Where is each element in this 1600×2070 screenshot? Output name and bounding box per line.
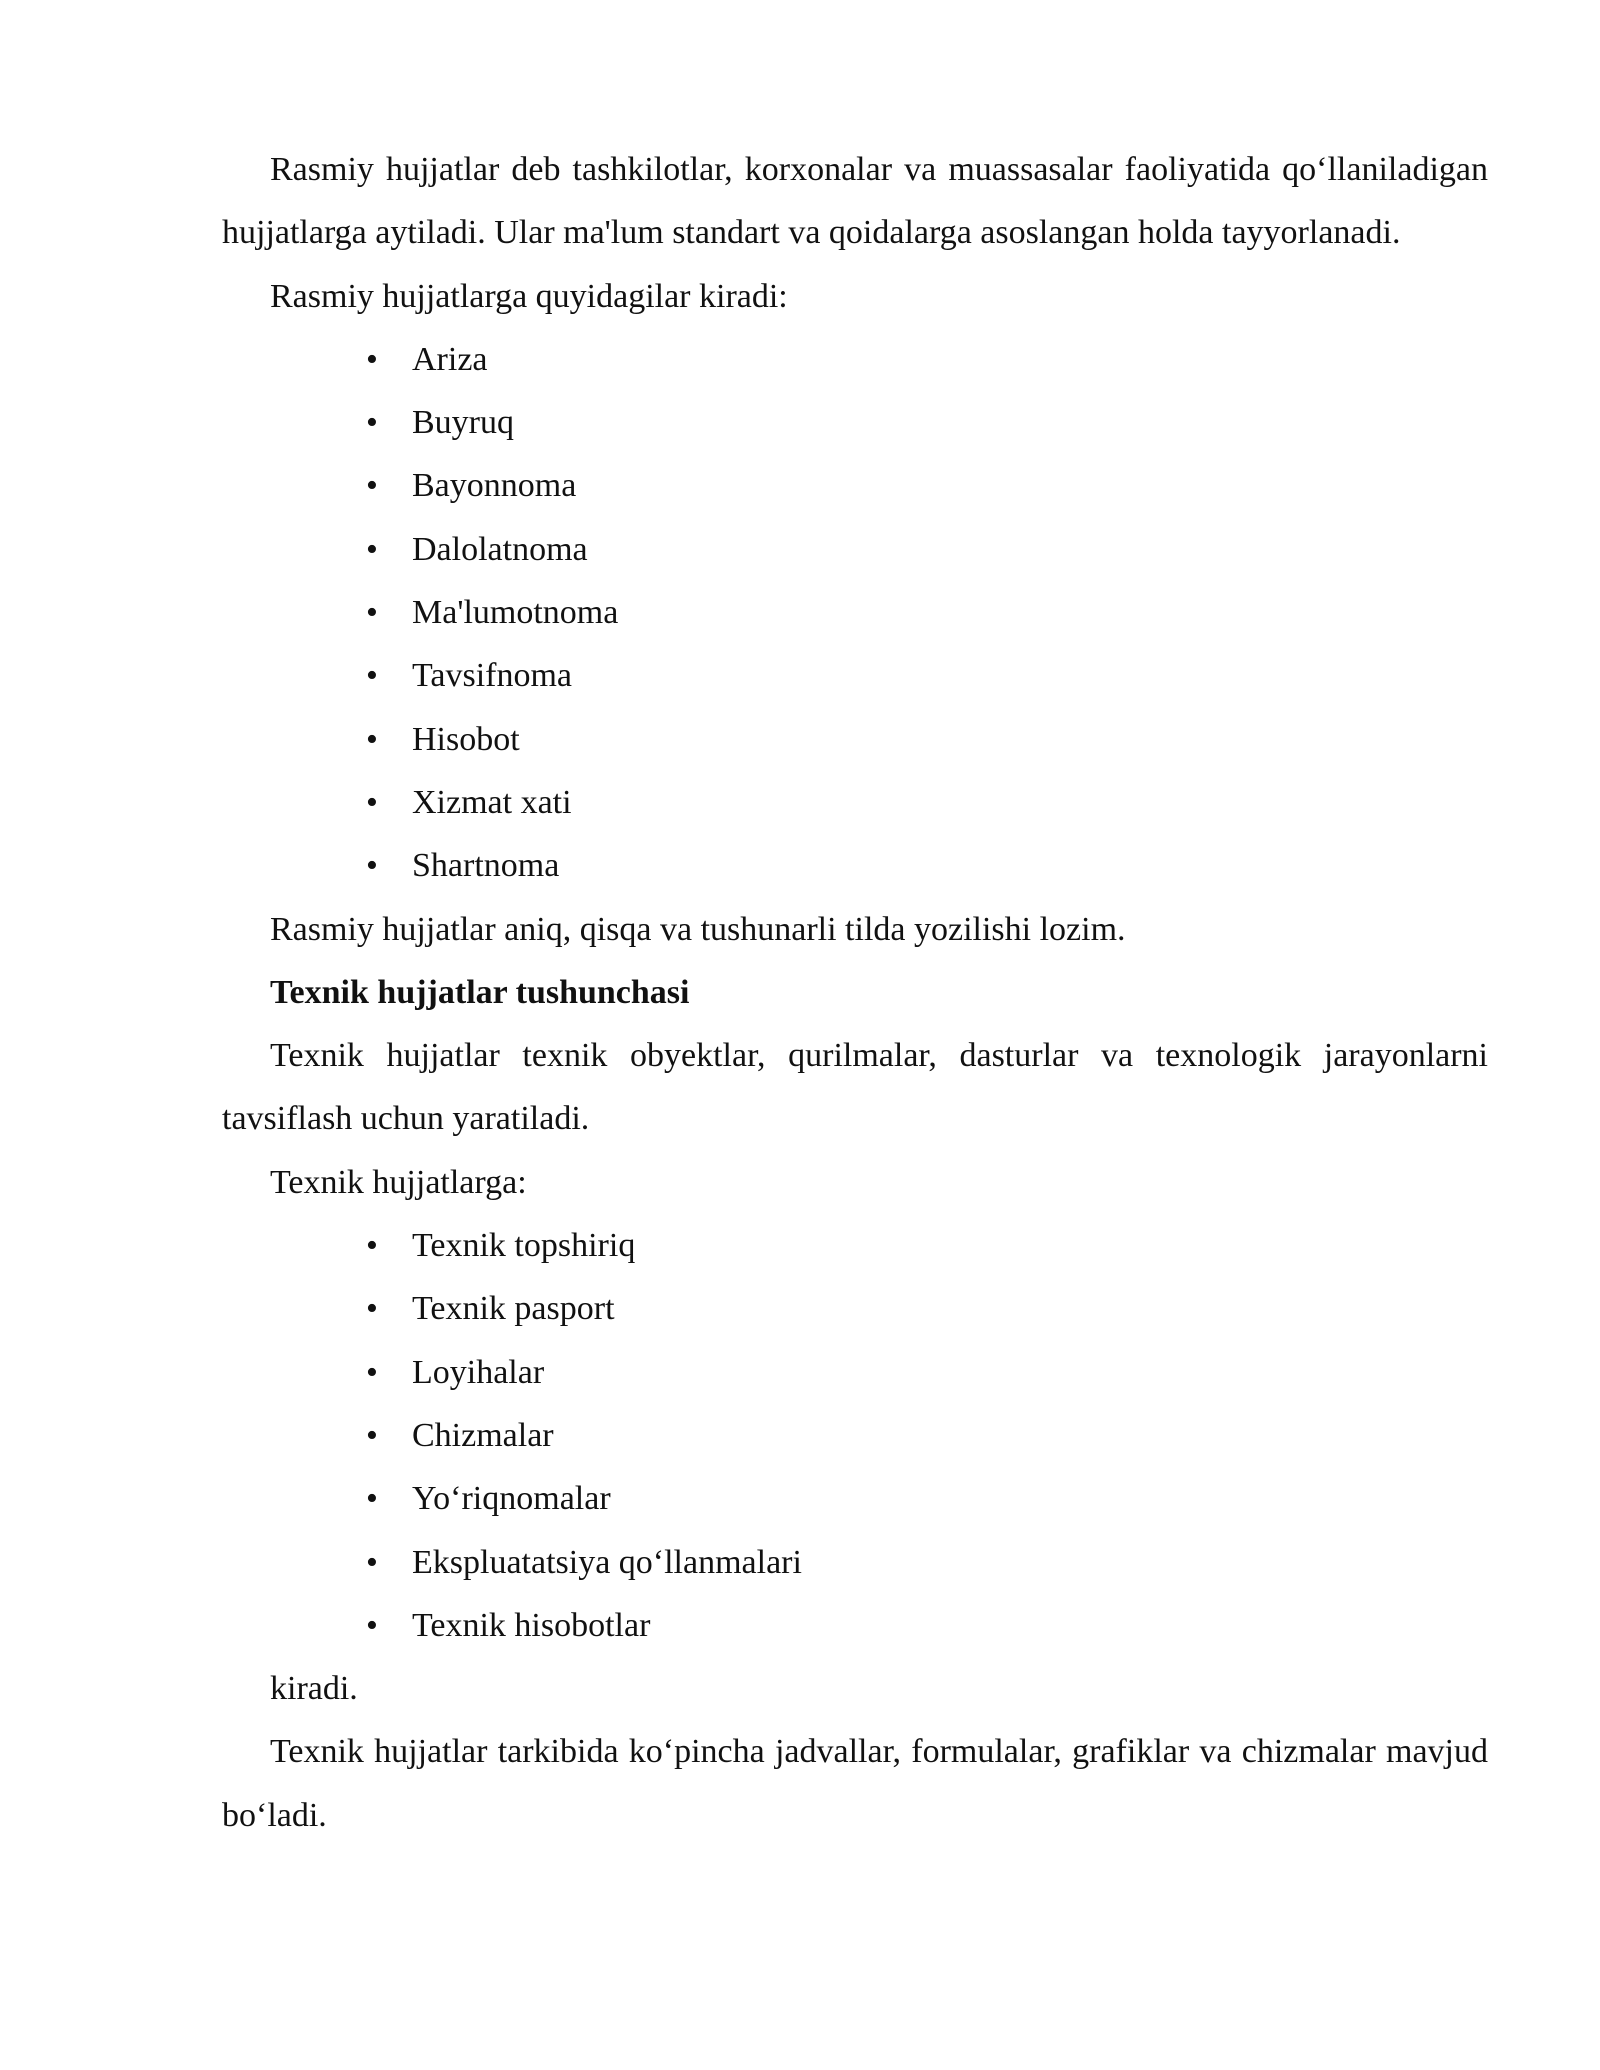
list-item-label: Chizmalar — [412, 1416, 554, 1454]
list-item-label: Yo‘riqnomalar — [412, 1480, 611, 1518]
bullet-icon: • — [366, 847, 378, 885]
list-item — [222, 391, 1488, 454]
list-item — [222, 834, 1488, 897]
bullet-icon: • — [366, 530, 378, 568]
bullet-icon: • — [366, 1480, 378, 1518]
list-item-label: Bayonnoma — [412, 467, 577, 505]
list-item-label: Texnik topshiriq — [412, 1227, 636, 1265]
list-item — [222, 1341, 1488, 1404]
list-item — [222, 771, 1488, 834]
bullet-icon: • — [366, 404, 378, 442]
official-documents-list — [222, 328, 1488, 898]
list-item — [222, 454, 1488, 517]
list-item-label: Texnik hisobotlar — [412, 1606, 651, 1644]
list-item-label: Shartnoma — [412, 847, 560, 885]
bullet-icon: • — [366, 594, 378, 632]
bullet-icon: • — [366, 783, 378, 821]
paragraph-technical-definition: Texnik hujjatlar texnik obyektlar, qurilmalar, dasturlar va texnologik jarayonlarni tavsiflash uchun yaratiladi. — [222, 1037, 1488, 1138]
list-item — [222, 1594, 1488, 1657]
list-item-label: Tavsifnoma — [412, 657, 573, 695]
list-item-label: Buyruq — [412, 404, 514, 442]
list-item-label: Dalolatnoma — [412, 530, 588, 568]
paragraph-official-list-intro: Rasmiy hujjatlarga quyidagilar kiradi: — [270, 277, 788, 315]
list-item-label: Ekspluatatsiya qo‘llanmalari — [412, 1543, 802, 1581]
bullet-icon: • — [366, 1416, 378, 1454]
list-item — [222, 1404, 1488, 1467]
list-item — [222, 1467, 1488, 1530]
list-item — [222, 328, 1488, 391]
paragraph-official-requirements: Rasmiy hujjatlar aniq, qisqa va tushunarli tilda yozilishi lozim. — [270, 910, 1126, 948]
list-item — [222, 518, 1488, 581]
paragraph-official-definition: Rasmiy hujjatlar deb tashkilotlar, korxonalar va muassasalar faoliyatida qo‘llaniladigan hujjatlarga aytiladi. Ular ma'lum standart va qoidalarga asoslangan holda tayyorlanadi. — [222, 151, 1488, 252]
list-item — [222, 1531, 1488, 1594]
list-item-label: Ariza — [412, 340, 488, 378]
bullet-icon: • — [366, 340, 378, 378]
list-item — [222, 581, 1488, 644]
section-heading-technical: Texnik hujjatlar tushunchasi — [270, 973, 690, 1011]
list-item-label: Hisobot — [412, 720, 520, 758]
bullet-icon: • — [366, 1227, 378, 1265]
list-item — [222, 708, 1488, 771]
bullet-icon: • — [366, 467, 378, 505]
bullet-icon: • — [366, 1543, 378, 1581]
bullet-icon: • — [366, 1606, 378, 1644]
paragraph-list-closing: kiradi. — [270, 1670, 358, 1708]
bullet-icon: • — [366, 657, 378, 695]
list-item-label: Xizmat xati — [412, 783, 572, 821]
bullet-icon: • — [366, 1290, 378, 1328]
list-item — [222, 1277, 1488, 1340]
bullet-icon: • — [366, 720, 378, 758]
document-page — [222, 138, 1488, 1847]
list-item — [222, 644, 1488, 707]
list-item-label: Texnik pasport — [412, 1290, 615, 1328]
list-item — [222, 1214, 1488, 1277]
bullet-icon: • — [366, 1353, 378, 1391]
list-item-label: Ma'lumotnoma — [412, 594, 619, 632]
technical-documents-list — [222, 1214, 1488, 1657]
paragraph-technical-contents: Texnik hujjatlar tarkibida ko‘pincha jadvallar, formulalar, grafiklar va chizmalar mavjud bo‘ladi. — [222, 1733, 1488, 1834]
list-item-label: Loyihalar — [412, 1353, 545, 1391]
paragraph-technical-list-intro: Texnik hujjatlarga: — [270, 1163, 527, 1201]
